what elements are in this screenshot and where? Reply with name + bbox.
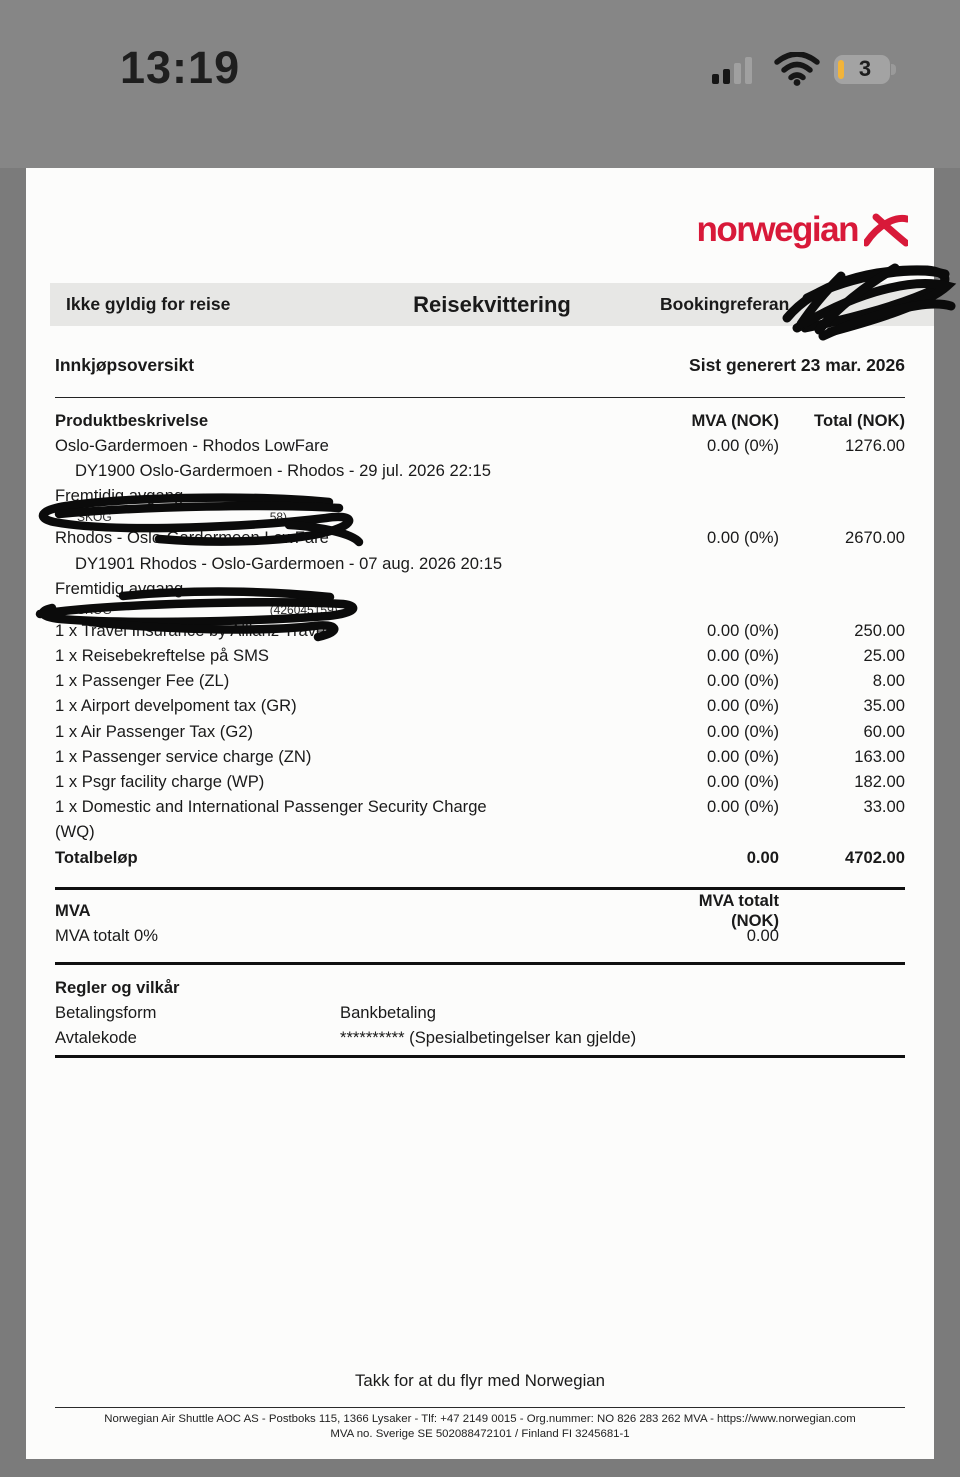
product-description: 1 x Reisebekreftelse på SMS [55, 646, 269, 666]
mva-value: 0.00 (0%) [707, 721, 779, 741]
table-row [55, 795, 905, 820]
status-icons [712, 52, 890, 86]
purchase-overview-title: Innkjøpsoversikt [55, 355, 195, 375]
product-description: DY1901 Rhodos - Oslo-Gardermoen - 07 aug. 2026 20:15 [75, 553, 503, 573]
purchase-overview-row [55, 355, 905, 376]
company-footer-line2: MVA no. Sverige SE 502088472101 / Finland FI 3245681-1 [330, 1427, 630, 1440]
table-row [55, 433, 905, 458]
mva-value: 0.00 (0%) [707, 746, 779, 766]
mva-value: 0.00 (0%) [707, 646, 779, 666]
table-row [55, 694, 905, 719]
norwegian-logo-text: norwegian [696, 210, 858, 249]
vat-row-label: MVA totalt 0% [55, 925, 158, 945]
generated-date: Sist generert 23 mar. 2026 [689, 355, 905, 375]
table-row [55, 484, 905, 509]
table-row [55, 601, 905, 618]
battery-icon [834, 55, 890, 84]
total-value: 33.00 [863, 797, 905, 817]
divider [55, 397, 905, 398]
table-row [55, 669, 905, 694]
table-row [55, 618, 905, 643]
agreement-code-value: ********** (Spesialbetingelser kan gjelde) [340, 1027, 637, 1047]
product-description: 1 x Air Passenger Tax (G2) [55, 721, 253, 741]
product-description: 1 x Psgr facility charge (WP) [55, 772, 265, 792]
receipt-table-body [55, 433, 905, 845]
total-value: 1276.00 [845, 435, 905, 455]
mva-value: 0.00 (0%) [707, 620, 779, 640]
mva-value: 0.00 (0%) [707, 696, 779, 716]
table-header-row [55, 408, 905, 433]
total-value: 60.00 [863, 721, 905, 741]
table-row [55, 509, 905, 526]
total-mva-value: 0.00 [746, 847, 779, 867]
product-description: 1 x Passenger service charge (ZN) [55, 746, 312, 766]
table-row [55, 551, 905, 576]
norwegian-logo [696, 210, 908, 250]
divider [55, 1055, 905, 1058]
total-row [55, 845, 905, 870]
receipt-header-bar [50, 283, 934, 326]
mva-value: 0.00 (0%) [707, 528, 779, 548]
redacted-passenger-line [55, 510, 905, 524]
column-header-product: Produktbeskrivelse [55, 410, 209, 430]
payment-method-value: Bankbetaling [340, 1002, 436, 1022]
status-time: 13:19 [120, 42, 241, 93]
company-footer [46, 1412, 914, 1441]
divider [55, 887, 905, 890]
terms-section [55, 975, 905, 1051]
total-value: 250.00 [854, 620, 905, 640]
table-row [55, 744, 905, 769]
terms-title: Regler og vilkår [55, 977, 180, 997]
thank-you-message: Takk for at du flyr med Norwegian [355, 1371, 605, 1390]
vat-row-value: 0.00 [746, 925, 779, 945]
table-row [55, 719, 905, 744]
agreement-code-label: Avtalekode [55, 1027, 137, 1047]
product-description: Rhodos - Oslo-Gardermoen LowFare [55, 528, 329, 548]
product-description: (WQ) [55, 822, 95, 842]
not-valid-for-travel-label: Ikke gyldig for reise [66, 294, 231, 314]
column-header-mva: MVA (NOK) [691, 410, 779, 430]
mva-value: 0.00 (0%) [707, 435, 779, 455]
battery-percent: 3 [858, 56, 872, 81]
product-description: 1 x Airport develpoment tax (GR) [55, 696, 297, 716]
product-description: Fremtidig avgang [55, 578, 184, 598]
table-row [55, 769, 905, 794]
product-description: 1 x Passenger Fee (ZL) [55, 671, 230, 691]
table-row [55, 526, 905, 551]
total-value: 182.00 [854, 772, 905, 792]
terms-row [55, 1025, 905, 1050]
divider [55, 962, 905, 965]
total-label: Totalbeløp [55, 847, 138, 867]
airplane-icon [864, 212, 908, 248]
battery-cap [891, 64, 896, 75]
receipt-document[interactable] [26, 168, 934, 1459]
product-description: DY1900 Oslo-Gardermoen - Rhodos - 29 jul. 2026 22:15 [75, 460, 492, 480]
redacted-text-fragment: SKOG [77, 510, 112, 525]
vat-title: MVA [55, 900, 91, 920]
total-amount-value: 4702.00 [845, 847, 905, 867]
table-row [55, 644, 905, 669]
redacted-text-fragment: SKOG [77, 602, 112, 617]
wifi-icon [774, 52, 820, 86]
table-row [55, 458, 905, 483]
total-value: 35.00 [863, 696, 905, 716]
cellular-signal-icon [712, 52, 760, 86]
receipt-title: Reisekvittering [413, 291, 571, 317]
company-footer-line1: Norwegian Air Shuttle AOC AS - Postboks 115, 1366 Lysaker - Tlf: +47 2149 0015 - Org.nummer: NO 826 283 262 MVA - https://www.norwegian.com [104, 1413, 856, 1425]
vat-column-header: MVA totalt (NOK) [698, 890, 779, 930]
terms-row [55, 1000, 905, 1025]
mva-value: 0.00 (0%) [707, 671, 779, 691]
redacted-text-fragment: (426045159) [269, 602, 338, 617]
redacted-text-fragment: 58) [269, 510, 288, 525]
total-value: 163.00 [854, 746, 905, 766]
product-description: Fremtidig avgang [55, 486, 184, 506]
total-value: 2670.00 [845, 528, 905, 548]
redacted-passenger-line [55, 603, 905, 617]
status-bar [0, 0, 960, 168]
table-row [55, 576, 905, 601]
mva-value: 0.00 (0%) [707, 772, 779, 792]
product-description: 1 x Travel Insurance by Allianz Travel [55, 620, 329, 640]
vat-section [55, 890, 905, 948]
table-row [55, 820, 905, 845]
product-description: Oslo-Gardermoen - Rhodos LowFare [55, 435, 329, 455]
product-description: 1 x Domestic and International Passenger Security Charge [55, 797, 487, 817]
receipt-table [55, 408, 905, 870]
mva-value: 0.00 (0%) [707, 797, 779, 817]
divider [55, 1407, 905, 1408]
payment-method-label: Betalingsform [55, 1002, 157, 1022]
total-value: 8.00 [872, 671, 905, 691]
total-value: 25.00 [863, 646, 905, 666]
booking-reference-label: Bookingreferan [660, 294, 790, 314]
column-header-total: Total (NOK) [814, 410, 905, 430]
